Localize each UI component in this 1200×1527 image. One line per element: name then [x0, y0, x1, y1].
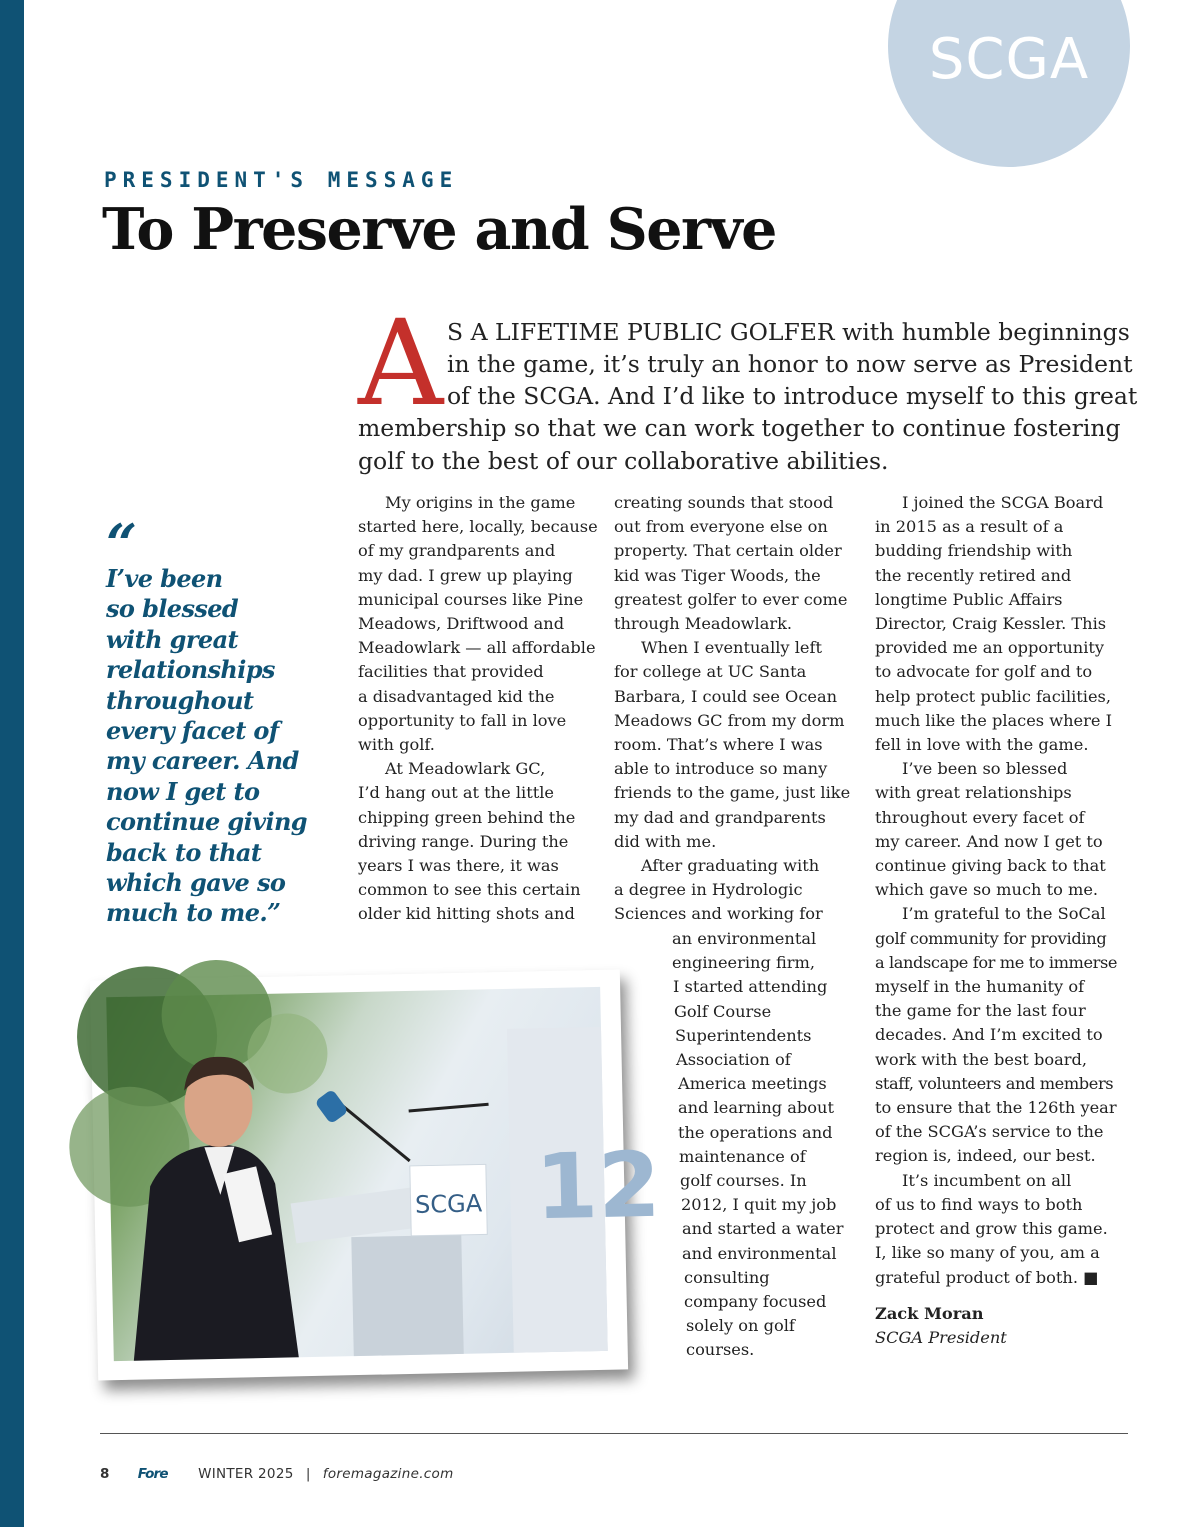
intro-line: golf to the best of our collaborative abilities.: [358, 447, 889, 475]
body-line: my dad. I grew up playing: [358, 565, 573, 585]
body-line: 2012, I quit my job: [681, 1195, 837, 1215]
body-line: out from everyone else on: [614, 517, 828, 537]
website-link[interactable]: foremagazine.com: [322, 1466, 454, 1482]
body-line: years I was there, it was: [358, 856, 559, 876]
body-line: opportunity to fall in love: [358, 710, 567, 730]
body-line: in 2015 as a result of a: [875, 517, 1064, 537]
body-line: of us to find ways to both: [875, 1194, 1083, 1214]
body-line: fell in love with the game.: [875, 735, 1089, 755]
body-line: much like the places where I: [875, 710, 1112, 730]
body-line: work with the best board,: [875, 1049, 1087, 1069]
body-line: the operations and: [678, 1122, 833, 1142]
left-color-bar: [0, 0, 24, 1527]
body-line: and environmental: [682, 1243, 837, 1263]
pull-quote-line: with great: [106, 624, 239, 654]
pull-quote-line: my career. And: [106, 746, 299, 776]
intro-line: in the game, it’s truly an honor to now serve as President: [447, 350, 1133, 378]
body-line: a disadvantaged kid the: [358, 686, 555, 706]
body-line: older kid hitting shots and: [358, 904, 575, 924]
pull-quote-line: every facet of: [106, 716, 279, 746]
pull-quote-line: so blessed: [106, 594, 239, 624]
body-line: longtime Public Affairs: [875, 589, 1063, 609]
body-line: through Meadowlark.: [614, 614, 793, 634]
body-line: courses.: [686, 1340, 755, 1360]
body-line: consulting: [684, 1267, 770, 1287]
pull-quote-line: relationships: [106, 655, 275, 685]
pull-quote-line: continue giving: [106, 807, 307, 837]
body-line: staff, volunteers and members: [875, 1073, 1114, 1093]
body-line: Sciences and working for: [614, 904, 823, 924]
pull-quote: [106, 512, 307, 929]
body-line: continue giving back to that: [875, 856, 1106, 876]
body-line: golf courses. In: [680, 1171, 807, 1191]
body-column-2: [614, 491, 854, 927]
body-line: decades. And I’m excited to: [875, 1025, 1103, 1045]
body-line: with golf.: [358, 735, 435, 755]
body-line: When I eventually left: [641, 638, 822, 658]
body-line: able to introduce so many: [614, 759, 828, 779]
article-headline: To Preserve and Serve: [102, 196, 776, 263]
body-line: I started attending: [673, 977, 828, 997]
body-line: Golf Course: [674, 1001, 772, 1021]
body-line: My origins in the game: [385, 493, 576, 512]
intro-line: S A LIFETIME PUBLIC GOLFER with humble beginnings: [447, 318, 1130, 346]
footer-separator: |: [305, 1466, 311, 1482]
body-line: greatest golfer to ever come: [614, 589, 848, 609]
scga-logo-text: SCGA: [928, 27, 1090, 92]
body-line: golf community for providing: [875, 928, 1107, 948]
body-line: After graduating with: [641, 856, 820, 876]
body-line: protect and grow this game.: [875, 1219, 1108, 1239]
body-line: Meadows, Driftwood and: [358, 614, 565, 634]
body-column-1: [358, 491, 598, 927]
magazine-brand: Fore: [137, 1466, 168, 1482]
page-number: 8: [100, 1466, 110, 1482]
body-line: room. That’s where I was: [614, 735, 823, 755]
body-line: driving range. During the: [358, 831, 569, 851]
speaker-photo-illustration: [106, 987, 662, 1361]
body-line: budding friendship with: [875, 541, 1073, 561]
body-line: Association of: [676, 1050, 791, 1070]
pull-quote-line: back to that: [106, 837, 262, 867]
spacer: [875, 1290, 1135, 1302]
body-line: the recently retired and: [875, 565, 1072, 585]
body-line: engineering firm,: [672, 953, 816, 973]
body-line: a landscape for me to immerse: [875, 952, 1118, 972]
pull-quote-line: which gave so: [106, 868, 286, 898]
author-title: SCGA President: [875, 1327, 1007, 1347]
body-line: It’s incumbent on all: [902, 1170, 1072, 1190]
body-line: I joined the SCGA Board: [902, 493, 1104, 512]
body-line: with great relationships: [875, 783, 1072, 803]
section-kicker: PRESIDENT'S MESSAGE: [104, 168, 459, 192]
scga-logo: [888, 0, 1130, 167]
body-line: Meadows GC from my dorm: [614, 710, 845, 730]
body-line: and started a water: [682, 1219, 844, 1239]
body-line: a degree in Hydrologic: [614, 880, 803, 900]
svg-text:12: 12: [534, 1132, 662, 1241]
body-line: America meetings: [678, 1074, 827, 1094]
body-line: chipping green behind the: [358, 807, 576, 827]
body-line: company focused: [684, 1292, 827, 1312]
body-line: of my grandparents and: [358, 541, 556, 561]
speaker-photo: [106, 987, 662, 1361]
pull-quote-line: much to me.”: [106, 898, 281, 928]
pull-quote-line: now I get to: [106, 776, 260, 806]
body-line: to ensure that the 126th year: [875, 1098, 1117, 1118]
body-line: maintenance of: [679, 1146, 806, 1166]
body-line: I’m grateful to the SoCal: [902, 904, 1106, 924]
body-line: did with me.: [614, 831, 717, 851]
body-line: friends to the game, just like: [614, 783, 851, 803]
body-line: I, like so many of you, am a: [875, 1243, 1100, 1263]
body-line: Director, Craig Kessler. This: [875, 614, 1107, 634]
body-line: kid was Tiger Woods, the: [614, 565, 821, 585]
body-line: property. That certain older: [614, 541, 842, 561]
body-line: to advocate for golf and to: [875, 662, 1093, 682]
pull-quote-line: I’ve been: [106, 564, 223, 593]
body-line: I’ve been so blessed: [902, 759, 1068, 779]
issue-label: WINTER 2025: [198, 1466, 294, 1482]
quote-mark-icon: “: [106, 512, 137, 576]
body-line: At Meadowlark GC,: [385, 759, 546, 779]
body-line: solely on golf: [686, 1316, 795, 1336]
body-line: help protect public facilities,: [875, 686, 1112, 706]
body-line: and learning about: [678, 1098, 834, 1118]
body-line: common to see this certain: [358, 880, 581, 900]
body-line: grateful product of both. ■: [875, 1267, 1099, 1287]
svg-text:SCGA: SCGA: [414, 1189, 483, 1219]
body-line: creating sounds that stood: [614, 493, 834, 512]
body-line: Barbara, I could see Ocean: [614, 686, 838, 706]
body-line: region is, indeed, our best.: [875, 1146, 1096, 1166]
body-line: throughout every facet of: [875, 807, 1085, 827]
body-line: municipal courses like Pine: [358, 589, 584, 609]
body-line: myself in the humanity of: [875, 977, 1085, 997]
body-line: my career. And now I get to: [875, 831, 1103, 851]
drop-cap: A: [358, 294, 444, 432]
body-line: Meadowlark — all affordable: [358, 638, 596, 658]
intro-line: membership so that we can work together to continue fostering: [358, 414, 1121, 442]
author-name: Zack Moran: [875, 1303, 984, 1323]
body-line: Superintendents: [675, 1025, 812, 1045]
body-line: started here, locally, because: [358, 517, 598, 537]
body-line: provided me an opportunity: [875, 638, 1105, 658]
body-line: facilities that provided: [358, 662, 544, 682]
body-line: which gave so much to me.: [875, 880, 1099, 900]
body-line: an environmental: [672, 929, 817, 948]
pull-quote-line: throughout: [106, 685, 254, 715]
body-line: I’d hang out at the little: [358, 783, 554, 803]
body-line: for college at UC Santa: [614, 662, 807, 682]
body-line: of the SCGA’s service to the: [875, 1122, 1104, 1142]
page-footer: [100, 1466, 454, 1482]
body-column-3: [875, 491, 1135, 1350]
footer-divider: [100, 1433, 1128, 1434]
photo-frame: [90, 969, 662, 1380]
body-line: the game for the last four: [875, 1001, 1086, 1021]
body-line: my dad and grandparents: [614, 807, 826, 827]
body-column-2-wrap: [672, 927, 862, 1363]
intro-line: of the SCGA. And I’d like to introduce myself to this great: [447, 382, 1138, 410]
